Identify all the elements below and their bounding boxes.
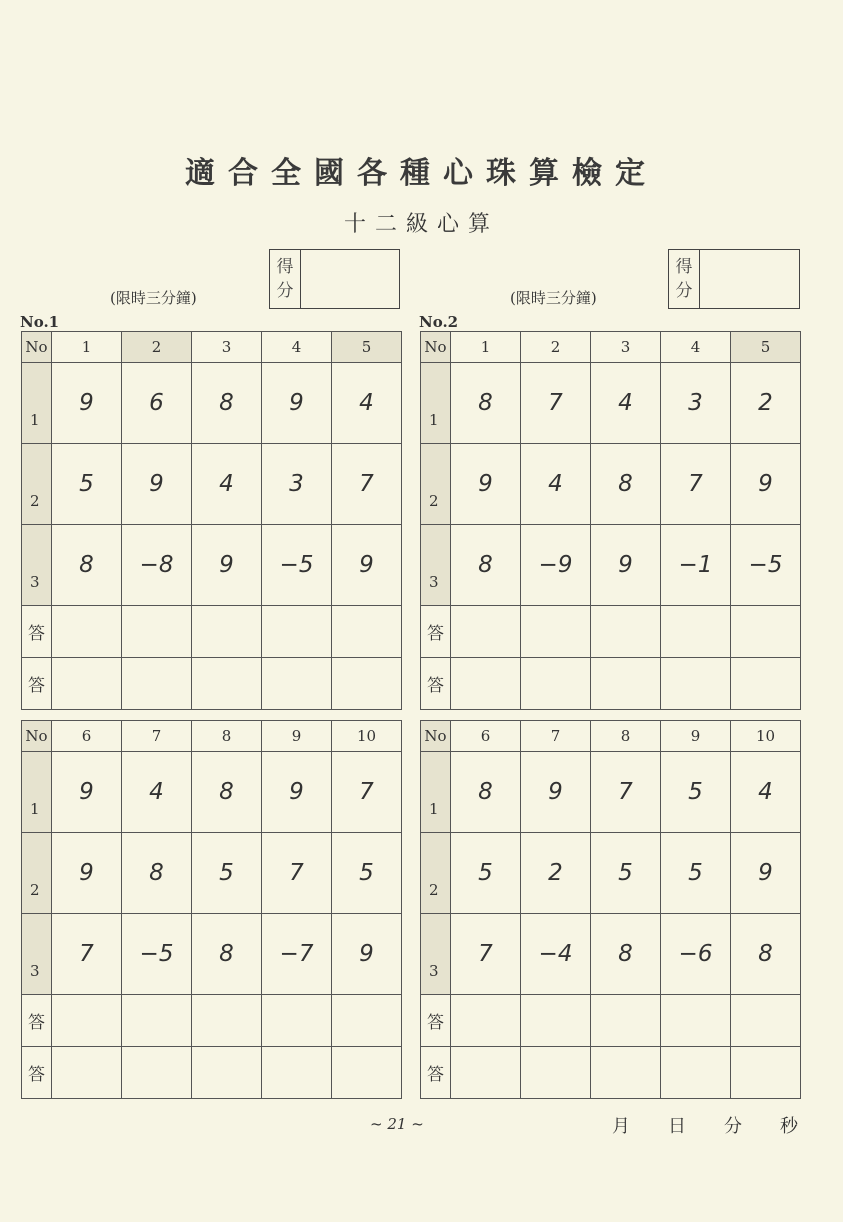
digit-cell: −5 [122,914,192,995]
digit-cell: 4 [591,363,661,444]
row-label: 2 [421,444,451,525]
column-header: 7 [122,721,192,752]
digit-cell: 8 [451,363,521,444]
row-label: 3 [421,914,451,995]
answer-cell[interactable] [192,606,262,658]
answer-cell[interactable] [521,1047,591,1099]
digit-cell: 5 [661,752,731,833]
answer-cell[interactable] [52,1047,122,1099]
time-limit-set-1: (限時三分鐘) [110,289,197,307]
digit-cell: 5 [591,833,661,914]
answer-cell[interactable] [591,1047,661,1099]
digit-cell: 9 [731,833,801,914]
answer-cell[interactable] [591,658,661,710]
answer-cell[interactable] [122,658,192,710]
score-box-set-2 [668,249,800,309]
score-box-set-1 [269,249,400,309]
answer-row-label: 答 [421,1047,451,1099]
answer-cell[interactable] [122,1047,192,1099]
column-header: 7 [521,721,591,752]
digit-cell: 8 [591,914,661,995]
answer-cell[interactable] [521,606,591,658]
answer-cell[interactable] [192,1047,262,1099]
answer-cell[interactable] [591,606,661,658]
column-header: 5 [731,332,801,363]
digit-cell: 9 [591,525,661,606]
answer-cell[interactable] [52,658,122,710]
answer-cell[interactable] [661,995,731,1047]
row-label: 3 [421,525,451,606]
column-header: 2 [122,332,192,363]
row-label: 1 [421,752,451,833]
digit-cell: −9 [521,525,591,606]
page-title: 適合全國各種心珠算檢定 [185,156,658,191]
digit-cell: 9 [332,914,402,995]
answer-cell[interactable] [332,995,402,1047]
answer-cell[interactable] [731,1047,801,1099]
column-header: 6 [451,721,521,752]
page-subtitle: 十二級心算 [343,212,499,237]
digit-cell: 4 [332,363,402,444]
digit-cell: −1 [661,525,731,606]
digit-cell: 5 [192,833,262,914]
answer-cell[interactable] [332,606,402,658]
digit-cell: 9 [332,525,402,606]
column-header: 9 [661,721,731,752]
digit-cell: 9 [192,525,262,606]
digit-cell: 8 [122,833,192,914]
digit-cell: −5 [262,525,332,606]
second-label: 秒 [780,1116,798,1137]
answer-row-label: 答 [421,995,451,1047]
digit-cell: 5 [661,833,731,914]
digit-cell: −6 [661,914,731,995]
digit-cell: 9 [262,363,332,444]
column-header: 8 [192,721,262,752]
answer-cell[interactable] [332,1047,402,1099]
header-no: No [22,332,52,363]
digit-cell: 2 [731,363,801,444]
answer-row-label: 答 [421,606,451,658]
digit-cell: 7 [332,752,402,833]
digit-cell: 8 [192,752,262,833]
row-label: 2 [421,833,451,914]
digit-cell: 3 [262,444,332,525]
answer-cell[interactable] [262,658,332,710]
answer-row-label: 答 [22,606,52,658]
digit-cell: 9 [731,444,801,525]
digit-cell: 8 [731,914,801,995]
digit-cell: 4 [731,752,801,833]
header-no: No [22,721,52,752]
answer-cell[interactable] [521,995,591,1047]
problem-table-set-2-a [420,331,801,710]
digit-cell: 5 [332,833,402,914]
digit-cell: 4 [521,444,591,525]
score-input[interactable] [700,250,799,308]
problem-table-set-1-b [21,720,402,1099]
answer-cell[interactable] [52,995,122,1047]
column-header: 10 [731,721,801,752]
digit-cell: −4 [521,914,591,995]
answer-cell[interactable] [52,606,122,658]
date-time-labels [612,1112,798,1138]
column-header: 3 [591,332,661,363]
column-header: 5 [332,332,402,363]
answer-cell[interactable] [731,658,801,710]
answer-cell[interactable] [332,658,402,710]
column-header: 6 [52,721,122,752]
digit-cell: 7 [332,444,402,525]
time-limit-set-2: (限時三分鐘) [510,289,597,307]
digit-cell: 8 [52,525,122,606]
digit-cell: −8 [122,525,192,606]
answer-cell[interactable] [262,995,332,1047]
digit-cell: 7 [451,914,521,995]
answer-row-label: 答 [22,658,52,710]
column-header: 8 [591,721,661,752]
digit-cell: 7 [52,914,122,995]
digit-cell: 9 [52,363,122,444]
column-header: 10 [332,721,402,752]
digit-cell: 4 [122,752,192,833]
set-label-2: No.2 [419,313,459,331]
score-input[interactable] [301,250,399,308]
digit-cell: 6 [122,363,192,444]
digit-cell: 9 [521,752,591,833]
answer-row-label: 答 [22,1047,52,1099]
digit-cell: −7 [262,914,332,995]
problem-table-set-2-b [420,720,801,1099]
digit-cell: 9 [262,752,332,833]
day-label: 日 [668,1116,686,1137]
answer-cell[interactable] [731,606,801,658]
minute-label: 分 [724,1116,742,1137]
column-header: 1 [52,332,122,363]
answer-cell[interactable] [451,1047,521,1099]
score-label: 得 分 [669,250,700,308]
digit-cell: 9 [122,444,192,525]
digit-cell: 8 [591,444,661,525]
answer-cell[interactable] [451,606,521,658]
answer-row-label: 答 [22,995,52,1047]
digit-cell: 3 [661,363,731,444]
digit-cell: 7 [591,752,661,833]
answer-cell[interactable] [122,606,192,658]
column-header: 2 [521,332,591,363]
row-label: 1 [22,363,52,444]
digit-cell: 9 [52,752,122,833]
answer-cell[interactable] [451,658,521,710]
digit-cell: 2 [521,833,591,914]
column-header: 9 [262,721,332,752]
answer-row-label: 答 [421,658,451,710]
problem-table-set-1-a [21,331,402,710]
header-no: No [421,721,451,752]
header-no: No [421,332,451,363]
answer-cell[interactable] [731,995,801,1047]
digit-cell: 8 [451,752,521,833]
set-label-1: No.1 [20,313,60,331]
column-header: 1 [451,332,521,363]
page-number: ~ 21 ~ [370,1115,424,1133]
digit-cell: 8 [451,525,521,606]
answer-cell[interactable] [661,658,731,710]
digit-cell: 4 [192,444,262,525]
answer-cell[interactable] [262,606,332,658]
digit-cell: 8 [192,363,262,444]
row-label: 1 [421,363,451,444]
answer-cell[interactable] [451,995,521,1047]
row-label: 1 [22,752,52,833]
digit-cell: 7 [521,363,591,444]
answer-cell[interactable] [262,1047,332,1099]
column-header: 3 [192,332,262,363]
row-label: 3 [22,525,52,606]
digit-cell: −5 [731,525,801,606]
answer-cell[interactable] [192,995,262,1047]
digit-cell: 9 [52,833,122,914]
answer-cell[interactable] [661,1047,731,1099]
answer-cell[interactable] [591,995,661,1047]
digit-cell: 5 [52,444,122,525]
digit-cell: 9 [451,444,521,525]
row-label: 2 [22,444,52,525]
month-label: 月 [612,1116,630,1137]
digit-cell: 7 [262,833,332,914]
row-label: 3 [22,914,52,995]
answer-cell[interactable] [521,658,591,710]
answer-cell[interactable] [192,658,262,710]
digit-cell: 5 [451,833,521,914]
answer-cell[interactable] [661,606,731,658]
digit-cell: 7 [661,444,731,525]
score-label: 得 分 [270,250,301,308]
column-header: 4 [661,332,731,363]
row-label: 2 [22,833,52,914]
digit-cell: 8 [192,914,262,995]
answer-cell[interactable] [122,995,192,1047]
column-header: 4 [262,332,332,363]
